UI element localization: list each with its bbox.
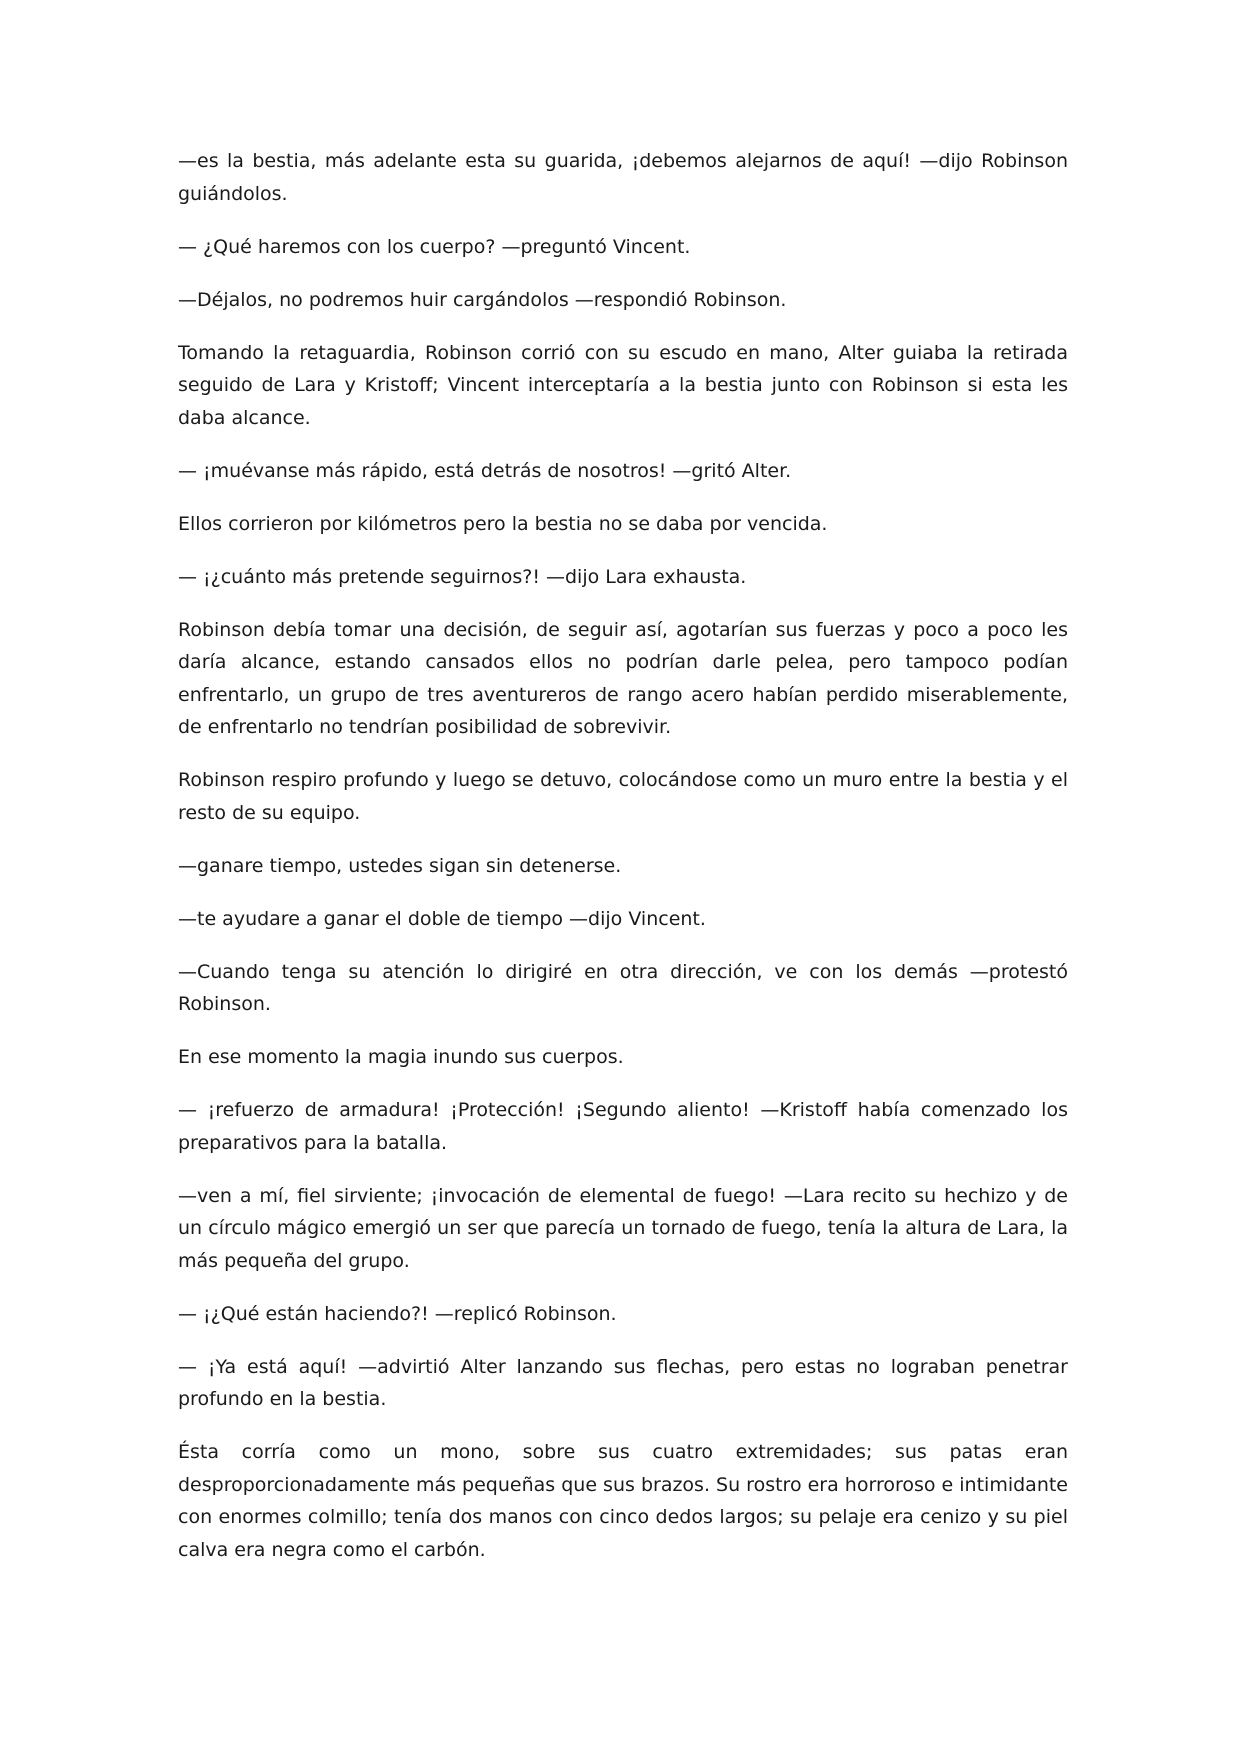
paragraph-9: Robinson respiro profundo y luego se detuvo, colocándose como un muro entre la bestia y el resto de su equipo. bbox=[178, 769, 1068, 824]
paragraph-4: Tomando la retaguardia, Robinson corrió con su escudo en mano, Alter guiaba la retirada seguido de Lara y Kristoff; Vincent interceptaría a la bestia junto con Robinson si esta les daba alcance. bbox=[178, 341, 1068, 429]
paragraph-16: — ¡¿Qué están haciendo?! —replicó Robinson. bbox=[178, 1302, 617, 1325]
paragraph-7: — ¡¿cuánto más pretende seguirnos?! —dijo Lara exhausta. bbox=[178, 565, 747, 588]
paragraph-6: Ellos corrieron por kilómetros pero la bestia no se daba por vencida. bbox=[178, 512, 828, 535]
paragraph-17: — ¡Ya está aquí! —advirtió Alter lanzando sus flechas, pero estas no lograban penetrar profundo en la bestia. bbox=[178, 1355, 1068, 1410]
paragraph-14: — ¡refuerzo de armadura! ¡Protección! ¡Segundo aliento! —Kristoff había comenzado los preparativos para la batalla. bbox=[178, 1099, 1068, 1154]
paragraph-1: —es la bestia, más adelante esta su guarida, ¡debemos alejarnos de aquí! —dijo Robinson guiándolos. bbox=[178, 150, 1068, 205]
paragraph-2: — ¿Qué haremos con los cuerpo? —preguntó Vincent. bbox=[178, 235, 691, 258]
paragraph-15: —ven a mí, fiel sirviente; ¡invocación de elemental de fuego! —Lara recito su hechizo y de un círculo mágico emergió un ser que parecía un tornado de fuego, tenía la altura de Lara, la más pequeña del grupo. bbox=[178, 1184, 1068, 1272]
paragraph-5: — ¡muévanse más rápido, está detrás de nosotros! —gritó Alter. bbox=[178, 459, 792, 482]
paragraph-13: En ese momento la magia inundo sus cuerpos. bbox=[178, 1046, 624, 1068]
paragraph-18: Ésta corría como un mono, sobre sus cuatro extremidades; sus patas eran desproporcionadamente más pequeñas que sus brazos. Su rostro era horroroso e intimidante con enormes colmillo; tenía dos manos con cinco dedos largos; su pelaje era cenizo y su piel calva era negra como el carbón. bbox=[178, 1441, 1068, 1561]
paragraph-11: —te ayudare a ganar el doble de tiempo —dijo Vincent. bbox=[178, 907, 706, 930]
paragraph-8: Robinson debía tomar una decisión, de seguir así, agotarían sus fuerzas y poco a poco les daría alcance, estando cansados ellos no podrían darle pelea, pero tampoco podían enfrentarlo, un grupo de tres aventureros de rango acero habían perdido miserablemente, de enfrentarlo no tendrían posibilidad de sobrevivir. bbox=[178, 618, 1068, 738]
paragraph-3: —Déjalos, no podremos huir cargándolos —respondió Robinson. bbox=[178, 288, 787, 311]
body-text bbox=[178, 145, 1068, 1566]
paragraph-12: —Cuando tenga su atención lo dirigiré en otra dirección, ve con los demás —protestó Robinson. bbox=[178, 960, 1068, 1015]
paragraph-10: —ganare tiempo, ustedes sigan sin detenerse. bbox=[178, 854, 622, 877]
